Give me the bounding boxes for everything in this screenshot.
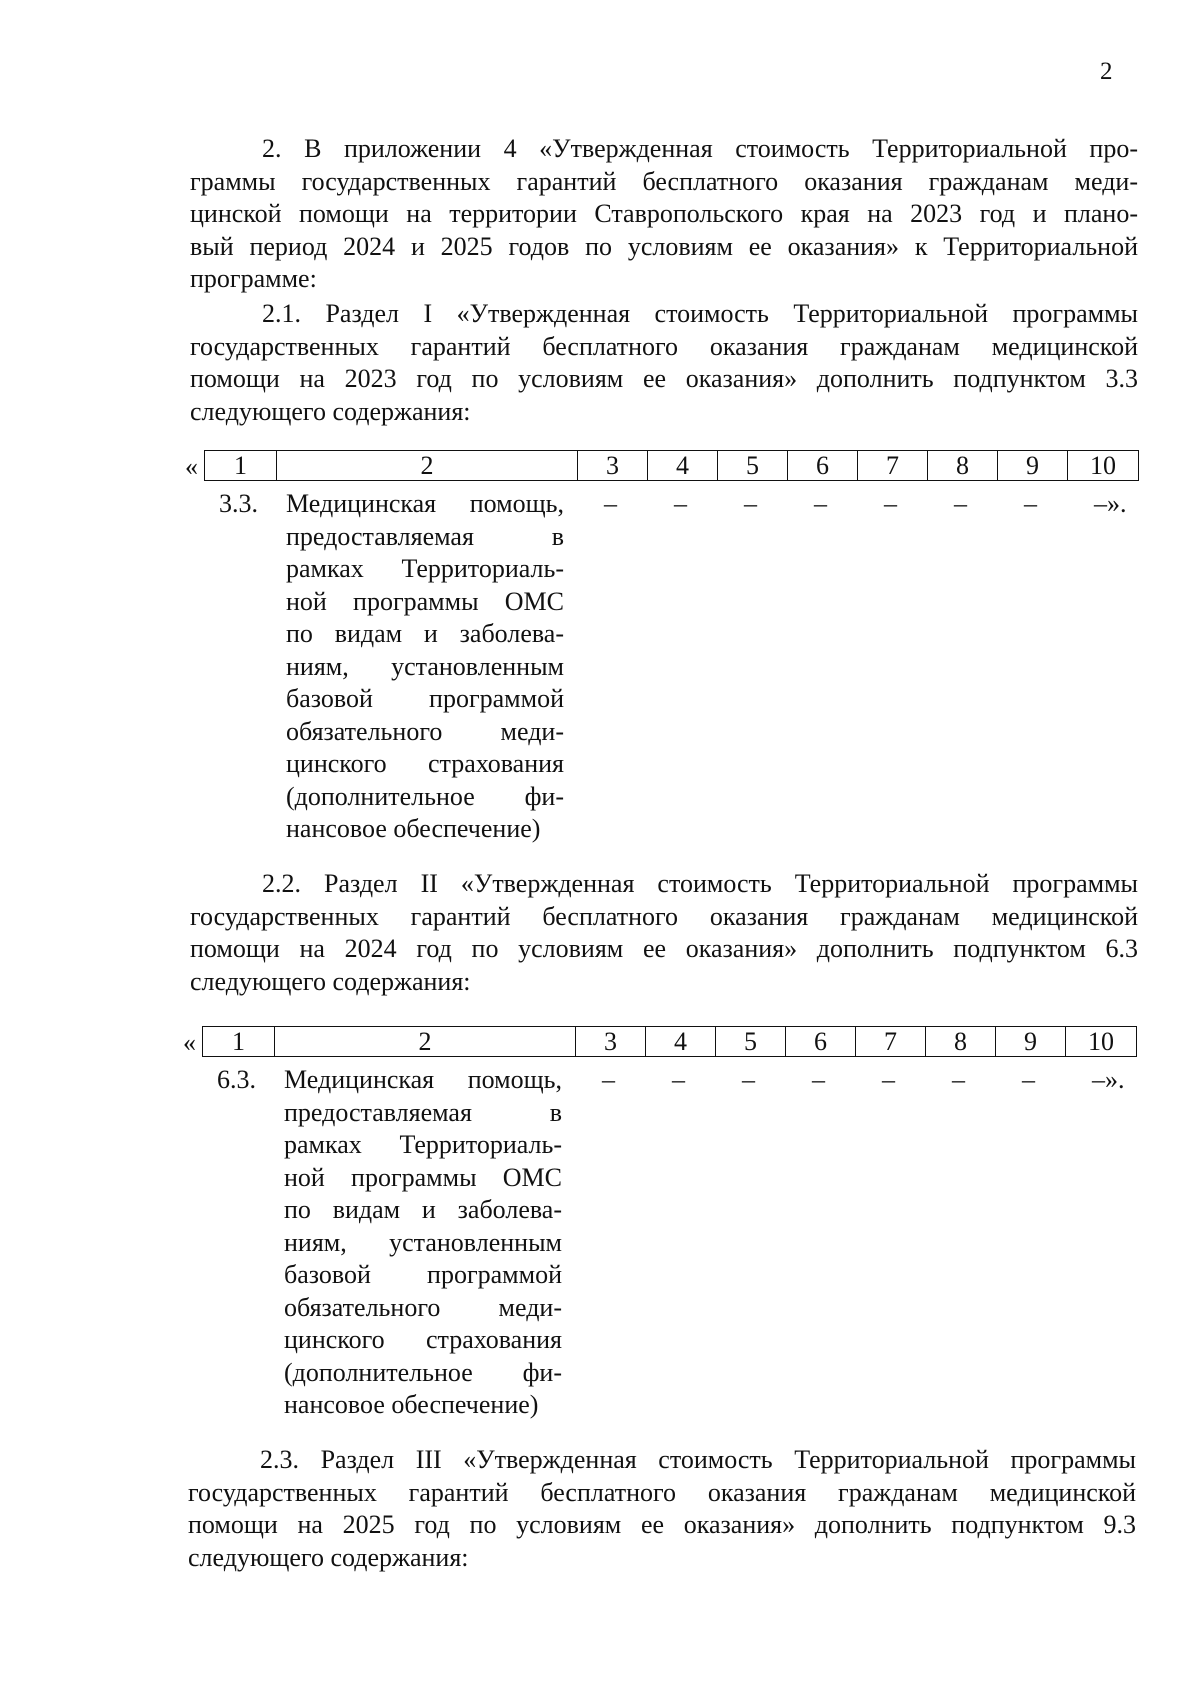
description-line: обязательного меди- <box>284 1292 562 1322</box>
cell-dash: – <box>954 489 967 518</box>
paragraph-line: программе: <box>190 264 317 293</box>
paragraph-line: 2.1. Раздел I «Утвержденная стоимость Территориальной программы <box>262 299 1138 328</box>
cell-dash: – <box>742 1065 755 1094</box>
description-line: ниям, установленным <box>284 1227 562 1257</box>
cell-dash: – <box>602 1065 615 1094</box>
column-header: 7 <box>858 451 928 481</box>
description-line: базовой программой <box>286 684 564 713</box>
description-line: нансовое обеспечение) <box>286 814 541 843</box>
row-description <box>286 488 564 846</box>
column-header: 6 <box>786 1027 856 1057</box>
cell-last: –». <box>1094 489 1127 518</box>
paragraph-line: государственных гарантий бесплатного оказания гражданам медицинской <box>188 1477 1136 1507</box>
description-line: по видам и заболева- <box>286 619 564 648</box>
cell-dash: – <box>604 489 617 518</box>
description-line: рамках Территориаль- <box>286 554 564 583</box>
column-header: 8 <box>926 1027 996 1057</box>
paragraph-line: следующего содержания: <box>188 1542 469 1572</box>
column-header: 2 <box>275 1027 576 1057</box>
description-line: обязательного меди- <box>286 716 564 746</box>
paragraph-2-3 <box>188 1444 1136 1574</box>
paragraph-2-2 <box>190 868 1138 998</box>
description-line: предоставляемая в <box>286 521 564 551</box>
description-line: предоставляемая в <box>284 1097 562 1127</box>
paragraph-line: 2. В приложении 4 «Утвержденная стоимость Территориальной про- <box>262 134 1138 163</box>
column-header: 1 <box>205 451 277 481</box>
column-header: 9 <box>998 451 1068 481</box>
paragraph-2-1 <box>190 298 1138 428</box>
paragraph-line: следующего содержания: <box>190 396 471 426</box>
description-line: рамках Территориаль- <box>284 1130 562 1159</box>
description-line: (дополнительное фи- <box>286 781 564 811</box>
description-line: Медицинская помощь, <box>286 489 564 518</box>
description-line: цинского страхования <box>286 749 564 778</box>
paragraph-line: государственных гарантий бесплатного оказания гражданам медицинской <box>190 331 1138 361</box>
table-open-quote: « <box>185 452 198 481</box>
table-open-quote: « <box>183 1028 196 1057</box>
table-header-row <box>204 450 1139 481</box>
cell-dash: – <box>672 1065 685 1094</box>
column-header: 1 <box>203 1027 275 1057</box>
paragraph-line: государственных гарантий бесплатного оказания гражданам медицинской <box>190 901 1138 931</box>
cell-dash: – <box>1024 489 1037 518</box>
cell-dash: – <box>744 489 757 518</box>
column-header: 10 <box>1068 451 1139 481</box>
cell-dash: – <box>674 489 687 518</box>
paragraph-line: цинской помощи на территории Ставропольского края на 2023 год и плано- <box>190 199 1138 228</box>
column-header: 7 <box>856 1027 926 1057</box>
paragraph-line: помощи на 2023 год по условиям ее оказания» дополнить подпунктом 3.3 <box>190 364 1138 393</box>
cell-last: –». <box>1092 1065 1125 1094</box>
column-header: 9 <box>996 1027 1066 1057</box>
cell-dash: – <box>882 1065 895 1094</box>
row-description <box>284 1064 562 1422</box>
cell-dash: – <box>812 1065 825 1094</box>
column-header: 6 <box>788 451 858 481</box>
paragraph-line: 2.2. Раздел II «Утвержденная стоимость Территориальной программы <box>262 869 1138 898</box>
paragraph-line: граммы государственных гарантий бесплатного оказания гражданам меди- <box>190 166 1138 196</box>
paragraph-line: помощи на 2024 год по условиям ее оказания» дополнить подпунктом 6.3 <box>190 934 1138 963</box>
cell-dash: – <box>1022 1065 1035 1094</box>
row-number: 3.3. <box>219 489 258 518</box>
paragraph-2 <box>190 133 1138 296</box>
description-line: нансовое обеспечение) <box>284 1390 539 1419</box>
description-line: ной программы ОМС <box>286 586 564 616</box>
description-line: (дополнительное фи- <box>284 1357 562 1387</box>
paragraph-line: помощи на 2025 год по условиям ее оказания» дополнить подпунктом 9.3 <box>188 1510 1136 1539</box>
description-line: ной программы ОМС <box>284 1162 562 1192</box>
paragraph-line: вый период 2024 и 2025 годов по условиям ее оказания» к Территориальной <box>190 231 1138 261</box>
cell-dash: – <box>884 489 897 518</box>
column-header: 5 <box>716 1027 786 1057</box>
column-header: 10 <box>1066 1027 1137 1057</box>
description-line: цинского страхования <box>284 1325 562 1354</box>
column-header: 8 <box>928 451 998 481</box>
cell-dash: – <box>952 1065 965 1094</box>
page-number: 2 <box>1100 58 1113 85</box>
table-header-row <box>202 1026 1137 1057</box>
paragraph-line: следующего содержания: <box>190 966 471 996</box>
column-header: 5 <box>718 451 788 481</box>
description-line: ниям, установленным <box>286 651 564 681</box>
description-line: базовой программой <box>284 1260 562 1289</box>
column-header: 3 <box>578 451 648 481</box>
description-line: по видам и заболева- <box>284 1195 562 1224</box>
column-header: 3 <box>576 1027 646 1057</box>
column-header: 2 <box>277 451 578 481</box>
row-number: 6.3. <box>217 1065 256 1094</box>
cell-dash: – <box>814 489 827 518</box>
paragraph-line: 2.3. Раздел III «Утвержденная стоимость Территориальной программы <box>260 1445 1136 1474</box>
column-header: 4 <box>646 1027 716 1057</box>
description-line: Медицинская помощь, <box>284 1065 562 1094</box>
column-header: 4 <box>648 451 718 481</box>
